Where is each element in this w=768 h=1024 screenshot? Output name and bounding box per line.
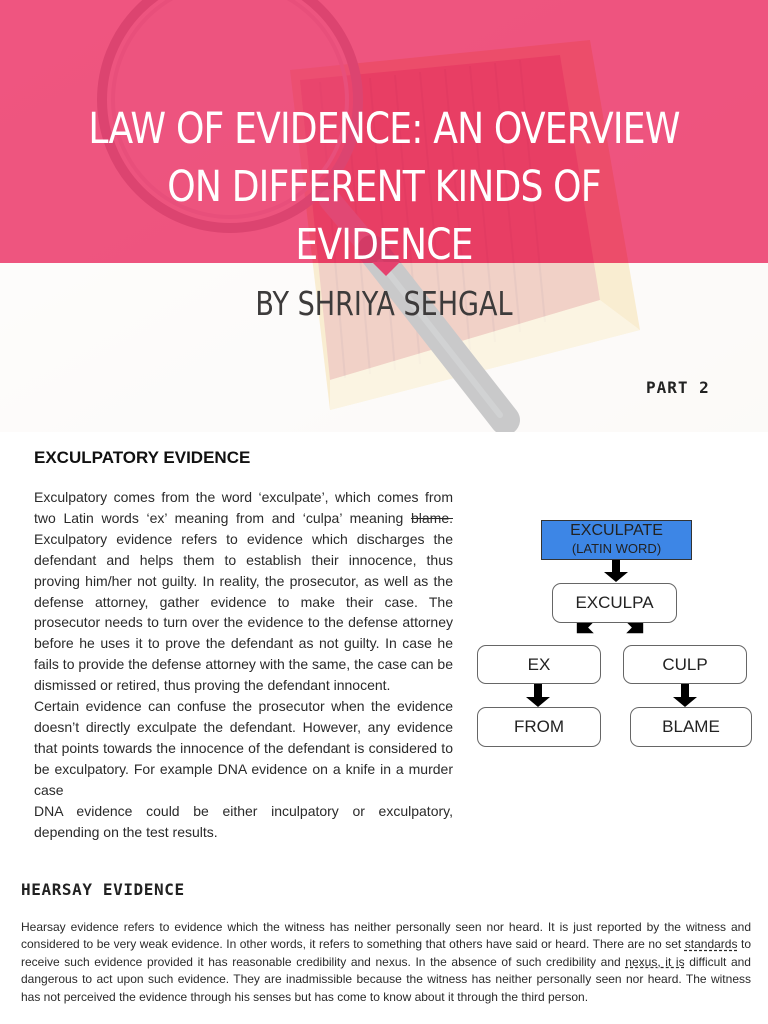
diagram-right-branch-label: CULP <box>662 654 708 674</box>
arrow-down-icon <box>526 684 550 707</box>
exculpatory-p1-start: Exculpatory comes from the word ‘exculpate’, which comes from two Latin words ‘ex’ meaning from and ‘culpa’ meaning <box>34 489 453 526</box>
hearsay-paragraph <box>21 919 751 1006</box>
diagram-left-leaf-box <box>477 707 601 747</box>
page-title-line-1: LAW OF EVIDENCE: AN OVERVIEW <box>88 104 680 154</box>
diagram-root-sublabel: (LATIN WORD) <box>571 541 662 556</box>
part-label: PART 2 <box>646 378 710 397</box>
hearsay-text-c: difficult and dangerous to act upon such evidence. They are inadmissible because the witness has neither personally seen nor heard. The witness has not perceived the evidence through his senses but has come to know about it through the third person. <box>21 954 751 1004</box>
hearsay-text-a: Hearsay evidence refers to evidence which the witness has neither personally seen nor heard. It is just reported by the witness and considered to be very weak evidence. In other words, it refers to something that others have said or heard. There are no set <box>21 920 751 952</box>
diagram-right-branch-box <box>623 645 747 684</box>
exculpatory-heading: EXCULPATORY EVIDENCE <box>34 448 251 467</box>
hero-banner <box>0 0 768 432</box>
exculpatory-paragraph-2: Certain evidence can confuse the prosecutor when the evidence doesn’t directly exculpate the defendant. However, any evidence that points towards the innocence of the defendant is considered to be exculpatory. For example DNA evidence on a knife in a murder case <box>34 698 453 798</box>
author-byline: BY SHRIYA SEHGAL <box>255 284 513 323</box>
arrow-down-icon <box>673 684 697 707</box>
page-title <box>87 100 682 274</box>
arrow-down-icon <box>604 559 628 582</box>
hearsay-marked-phrase: nexus, it is <box>625 954 685 969</box>
diagram-left-leaf-label: FROM <box>513 717 565 736</box>
exculpatory-text <box>34 487 453 842</box>
diagram-middle-box <box>552 583 677 623</box>
diagram-left-branch-label: EX <box>527 654 551 674</box>
exculpatory-paragraph-3: DNA evidence could be either inculpatory or exculpatory, depending on the test results. <box>34 802 453 840</box>
exculpatory-p1-end: Exculpatory evidence refers to evidence which discharges the defendant and helps them to establish their innocence, thus proving him/her not guilty. In reality, the prosecutor, as well as the defense attorney, gather evidence to make their case. The prosecutor needs to turn over the evidence to the defense attorney before he uses it to prove the defendant as not guilty. In case he fails to provide the defense attorney with the same, the case can be dismissed or retired, thus proving the defendant innocent. <box>34 530 453 694</box>
etymology-diagram <box>470 512 760 757</box>
diagram-root-label: EXCULPATE <box>570 522 663 539</box>
diagram-left-branch-box <box>477 645 601 684</box>
diagram-root-box <box>541 520 692 560</box>
diagram-middle-label: EXCULPA <box>575 593 654 612</box>
exculpatory-paragraph-1 <box>34 487 453 696</box>
struck-word: blame. <box>410 509 453 526</box>
diagram-right-leaf-label: BLAME <box>662 717 720 736</box>
hearsay-heading: HEARSAY EVIDENCE <box>21 880 185 899</box>
diagram-right-leaf-box <box>630 707 752 747</box>
page-title-line-2: ON DIFFERENT KINDS OF EVIDENCE <box>167 162 601 270</box>
hearsay-marked-word: standards <box>684 937 738 952</box>
hearsay-text-b: to receive such evidence provided it has reasonable credibility and nexus. In the absence of such credibility and <box>21 937 751 969</box>
